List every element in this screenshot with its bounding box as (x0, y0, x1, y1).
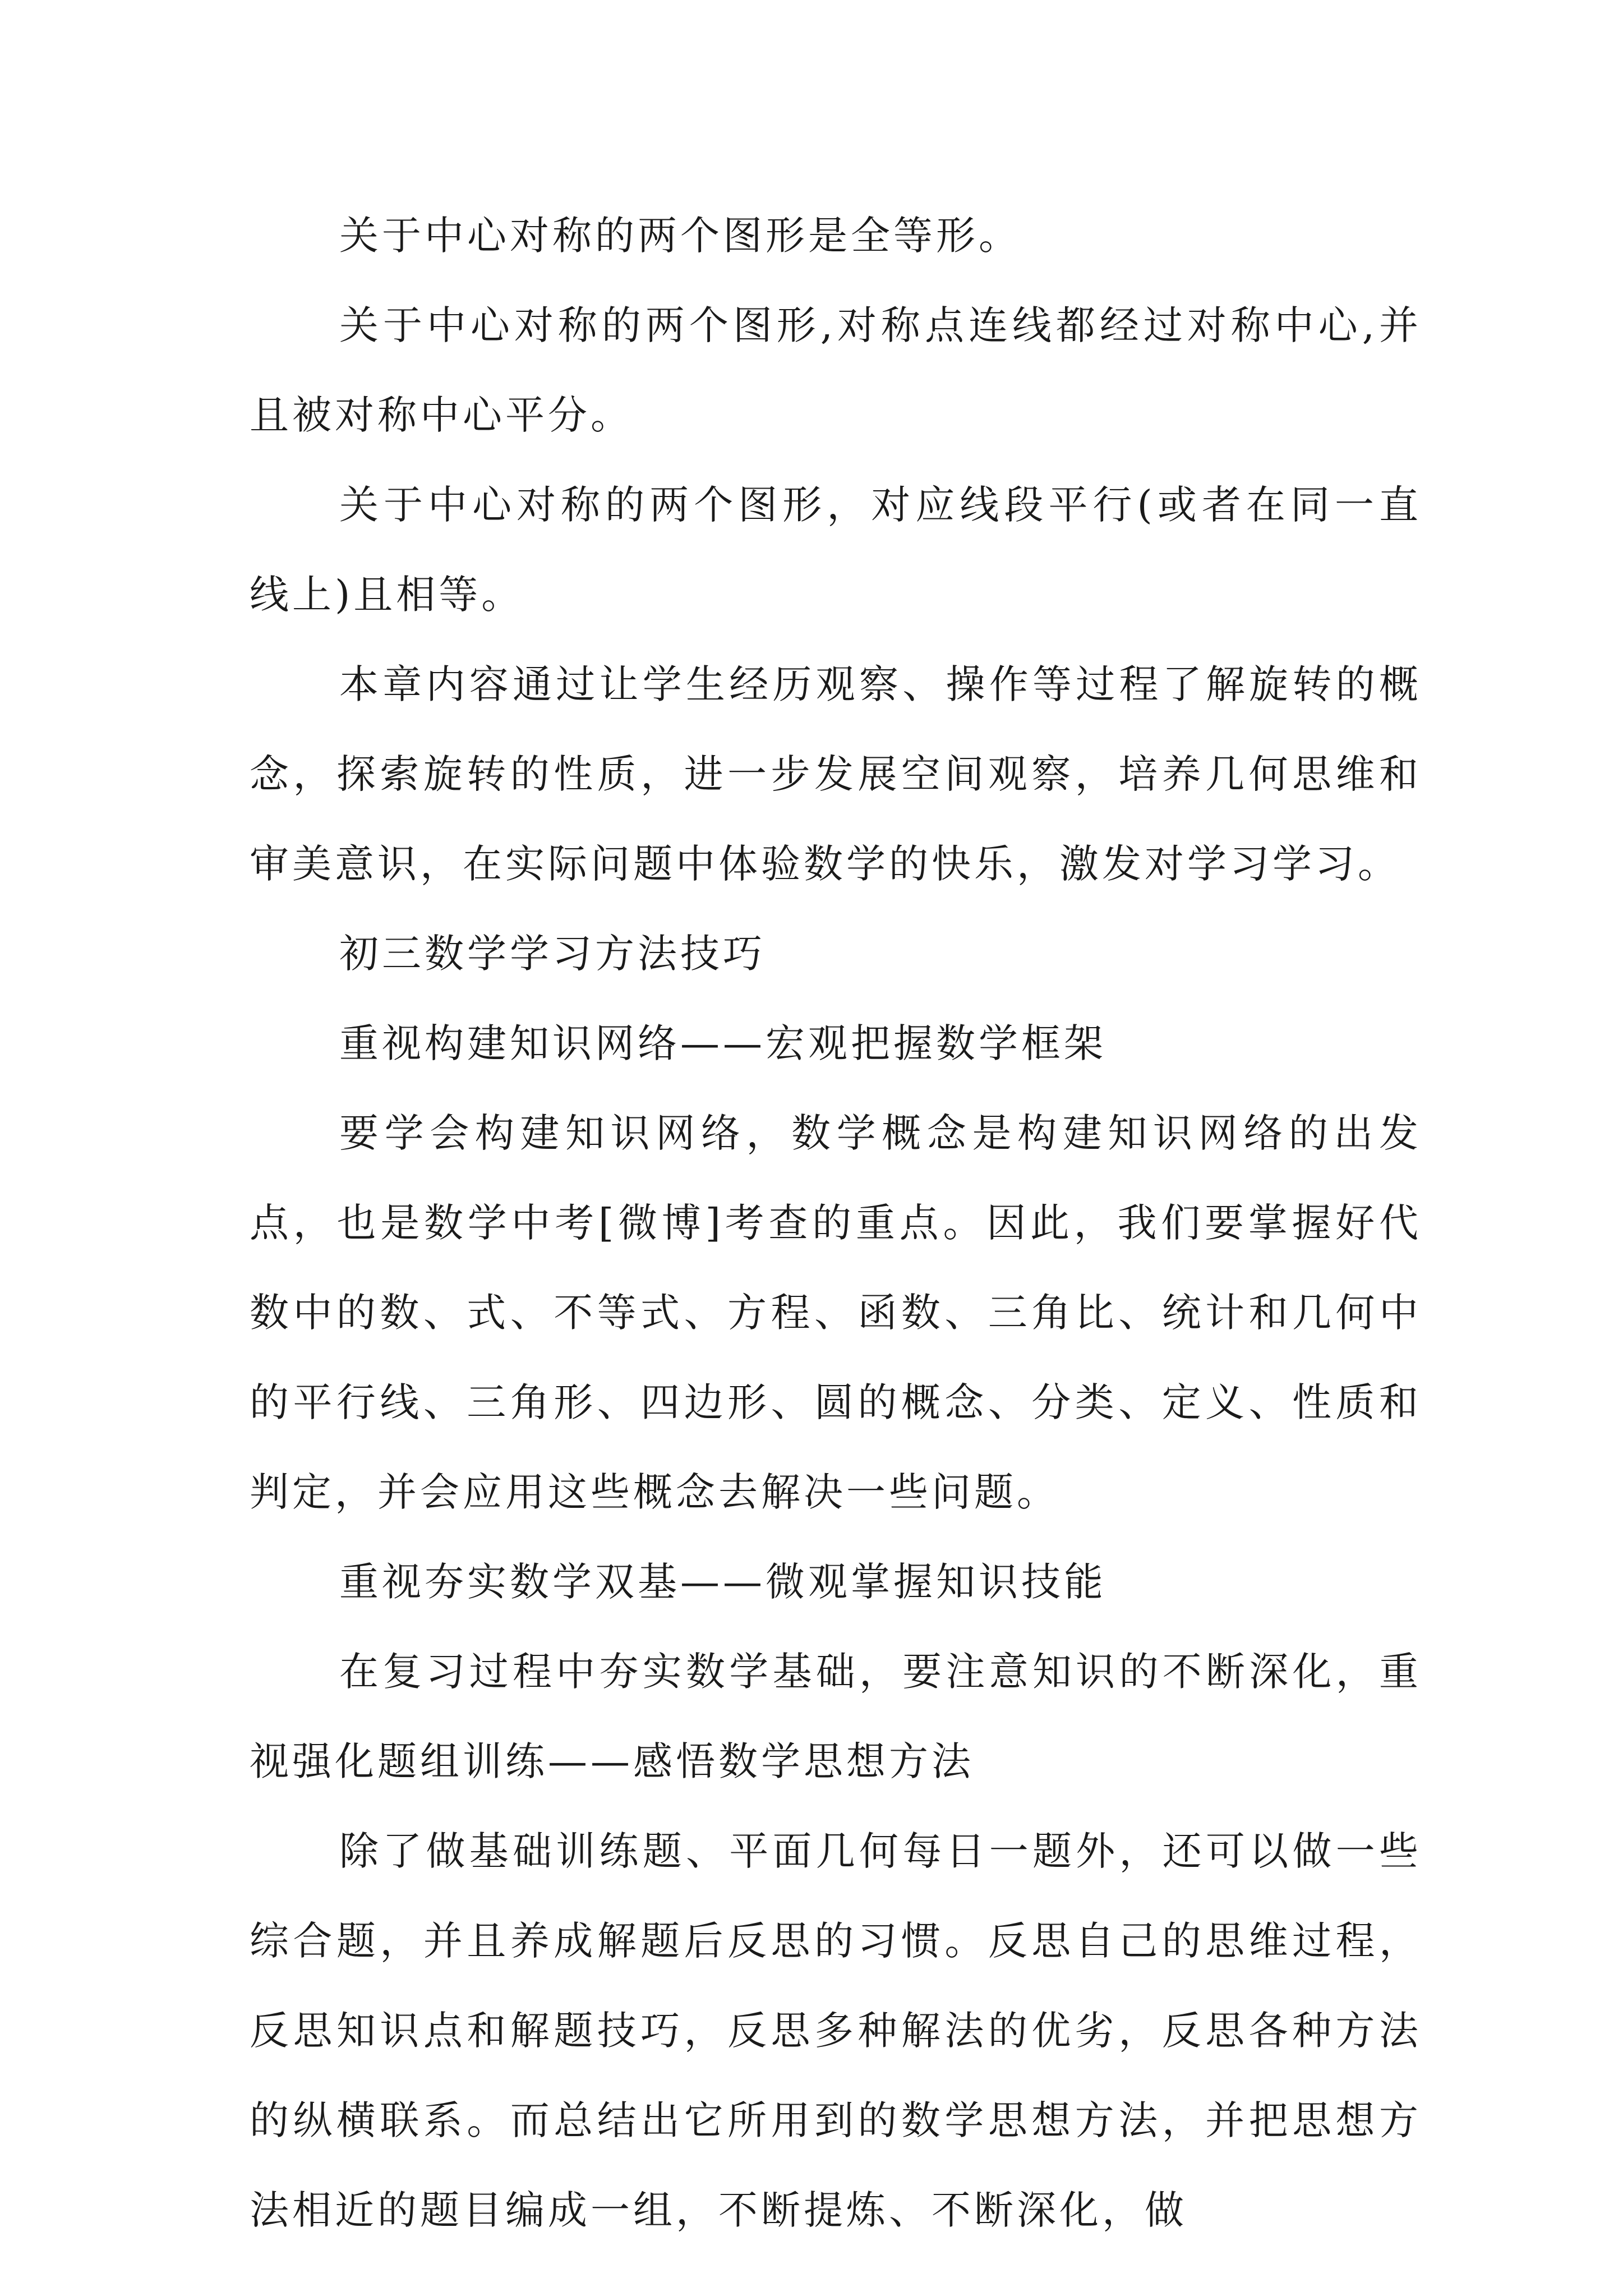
paragraph: 本章内容通过让学生经历观察、操作等过程了解旋转的概念，探索旋转的性质，进一步发展空间观察，培养几何思维和审美意识，在实际问题中体验数学的快乐，激发对学习学习。 (250, 661, 1422, 887)
subsection-heading: 重视夯实数学双基——微观掌握知识技能 (339, 1559, 1106, 1605)
paragraph: 关于中心对称的两个图形是全等形。 (339, 213, 1021, 259)
paragraph: 在复习过程中夯实数学基础，要注意知识的不断深化，重视强化题组训练——感悟数学思想方法 (250, 1649, 1422, 1784)
document-body (250, 191, 1422, 2255)
paragraph: 关于中心对称的两个图形,对称点连线都经过对称中心,并且被对称中心平分。 (250, 302, 1422, 438)
paragraph: 要学会构建知识网络，数学概念是构建知识网络的出发点，也是数学中考[微博]考查的重点。因此，我们要掌握好代数中的数、式、不等式、方程、函数、三角比、统计和几何中的平行线、三角形、四边形、圆的概念、分类、定义、性质和判定，并会应用这些概念去解决一些问题。 (250, 1110, 1422, 1515)
subsection-heading: 重视构建知识网络——宏观把握数学框架 (339, 1020, 1106, 1066)
section-heading: 初三数学学习方法技巧 (339, 931, 766, 977)
paragraph: 除了做基础训练题、平面几何每日一题外，还可以做一些综合题，并且养成解题后反思的习惯。反思自己的思维过程，反思知识点和解题技巧，反思多种解法的优劣，反思各种方法的纵横联系。而总结出它所用到的数学思想方法，并把思想方法相近的题目编成一组，不断提炼、不断深化，做 (250, 1828, 1422, 2233)
paragraph: 关于中心对称的两个图形，对应线段平行(或者在同一直线上)且相等。 (250, 482, 1422, 618)
